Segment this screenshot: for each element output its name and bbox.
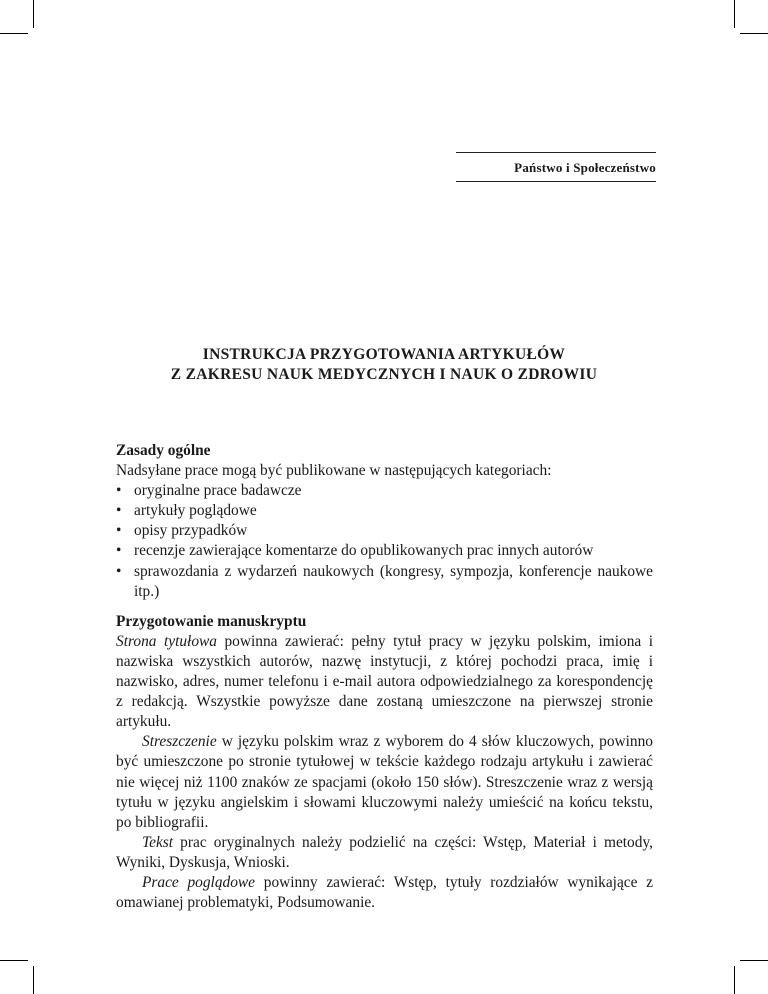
paragraph-title-page [116, 632, 653, 732]
term-text: Tekst [142, 833, 174, 851]
article-title-line-1: INSTRUKCJA PRZYGOTOWANIA ARTYKUŁÓW [202, 346, 566, 363]
list-item: • recenzje zawierające komentarze do opublikowanych prac innych autorów [116, 541, 653, 561]
crop-mark-bottom-left-vertical [33, 966, 34, 994]
list-item: • sprawozdania z wydarzeń naukowych (kongresy, sympozja, konferencje naukowe itp.) [116, 562, 653, 602]
running-head-rule-top [456, 152, 656, 153]
section-heading-general: Zasady ogólne [116, 442, 211, 459]
section-heading-manuscript: Przygotowanie manuskryptu [116, 612, 307, 630]
term-reviews: Prace poglądowe [142, 873, 256, 891]
general-intro: Nadsyłane prace mogą być publikowane w następujących kategoriach: [116, 462, 552, 480]
list-item: • opisy przypadków [116, 521, 653, 541]
crop-mark-bottom-right-vertical [734, 966, 735, 994]
article-title-line-2: Z ZAKRESU NAUK MEDYCZNYCH I NAUK O ZDROWIU [170, 366, 598, 383]
list-item: • artykuły poglądowe [116, 501, 653, 521]
crop-mark-bottom-left-horizontal [0, 960, 28, 961]
crop-mark-top-left-horizontal [0, 33, 28, 34]
crop-mark-top-right-vertical [734, 0, 735, 28]
paragraph-text [116, 833, 653, 873]
crop-mark-bottom-right-horizontal [740, 960, 768, 961]
running-head [456, 152, 656, 182]
text-section-text: prac oryginalnych należy podzielić na części: Wstęp, Materiał i metody, Wyniki, Dyskusja, Wnioski. [116, 833, 653, 871]
title-page-text: powinna zawierać: pełny tytuł pracy w języku polskim, imiona i nazwiska wszystkich autorów, nazwę instytucji, z której pochodzi praca, imię i nazwisko, adres, numer telefonu i e-mail autora odpowiedzialnego za korespondencję z redakcją. Wszystkie powyższe dane zostaną umieszczone na pierwszej stronie artykułu. [116, 632, 653, 731]
term-abstract: Streszczenie [142, 733, 217, 751]
reviews-text: powinny zawierać: Wstęp, tytuły rozdziałów wynikające z omawianej problematyki, Podsumowanie. [116, 873, 653, 912]
term-title-page: Strona tytułowa [116, 632, 217, 650]
abstract-text: w języku polskim wraz z wyborem do 4 słów kluczowych, powinno być umieszczone po stronie tytułowej w tekście każdego rodzaju artykułu i zawierać nie więcej niż 1100 znaków ze spacjami (około 150 słów). Streszczenie wraz z wersją tytułu w języku angielskim i słowami kluczowymi należy umieścić na końcu tekstu, po bibliografii. [116, 733, 653, 831]
article-title [100, 345, 668, 385]
paragraph-abstract [116, 732, 653, 832]
crop-mark-top-right-horizontal [740, 33, 768, 34]
document-body [116, 441, 653, 913]
running-head-rule-bottom [456, 181, 656, 182]
paragraph-reviews [116, 873, 653, 913]
category-list [116, 481, 653, 602]
running-head-title: Państwo i Społeczeństwo [514, 160, 656, 175]
list-item: • oryginalne prace badawcze [116, 481, 653, 501]
crop-mark-top-left-vertical [33, 0, 34, 28]
